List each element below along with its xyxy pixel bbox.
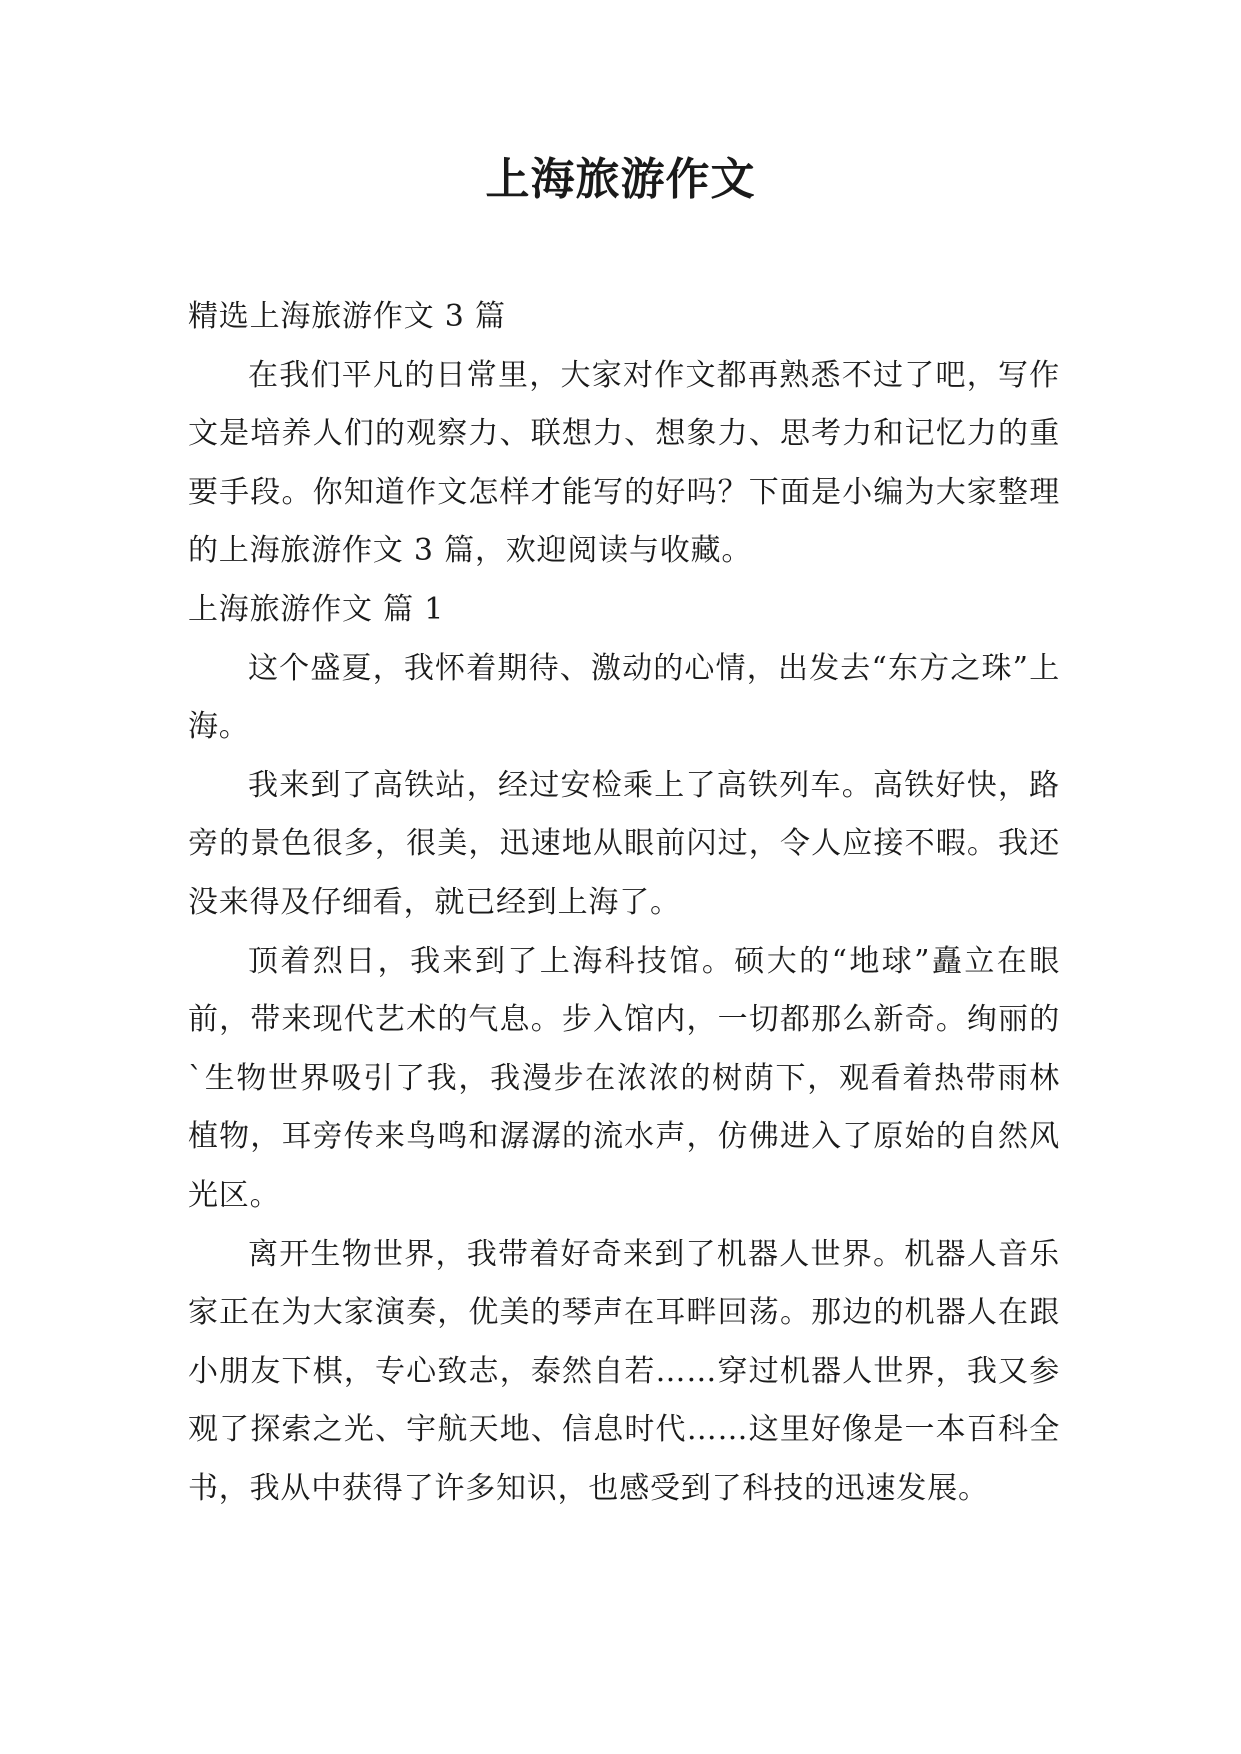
body-paragraph: 离开生物世界，我带着好奇来到了机器人世界。机器人音乐家正在为大家演奏，优美的琴声在耳畔回荡。那边的机器人在跟小朋友下棋，专心致志，泰然自若……穿过机器人世界，我又参观了探索之光、宇航天地、信息时代……这里好像是一本百科全书，我从中获得了许多知识，也感受到了科技的迅速发展。 — [188, 1236, 1060, 1506]
body-paragraph: 顶着烈日，我来到了上海科技馆。硕大的“地球”矗立在眼前，带来现代艺术的气息。步入馆内，一切都那么新奇。绚丽的`生物世界吸引了我，我漫步在浓浓的树荫下，观看着热带雨林植物，耳旁传来鸟鸣和潺潺的流水声，仿佛进入了原始的自然风光区。 — [188, 943, 1060, 1213]
body-paragraph: 我来到了高铁站，经过安检乘上了高铁列车。高铁好快，路旁的景色很多，很美，迅速地从眼前闪过，令人应接不暇。我还没来得及仔细看，就已经到上海了。 — [188, 767, 1060, 920]
document-subtitle: 精选上海旅游作文 3 篇 — [188, 299, 506, 334]
intro-paragraph: 在我们平凡的日常里，大家对作文都再熟悉不过了吧，写作文是培养人们的观察力、联想力、想象力、思考力和记忆力的重要手段。你知道作文怎样才能写的好吗？下面是小编为大家整理的上海旅游作文 3 篇，欢迎阅读与收藏。 — [188, 357, 1060, 569]
section-heading: 上海旅游作文 篇 1 — [188, 591, 445, 627]
document-title: 上海旅游作文 — [485, 154, 756, 205]
body-paragraph: 这个盛夏，我怀着期待、激动的心情，出发去“东方之珠”上海。 — [188, 650, 1060, 745]
document-body — [188, 288, 1060, 1518]
